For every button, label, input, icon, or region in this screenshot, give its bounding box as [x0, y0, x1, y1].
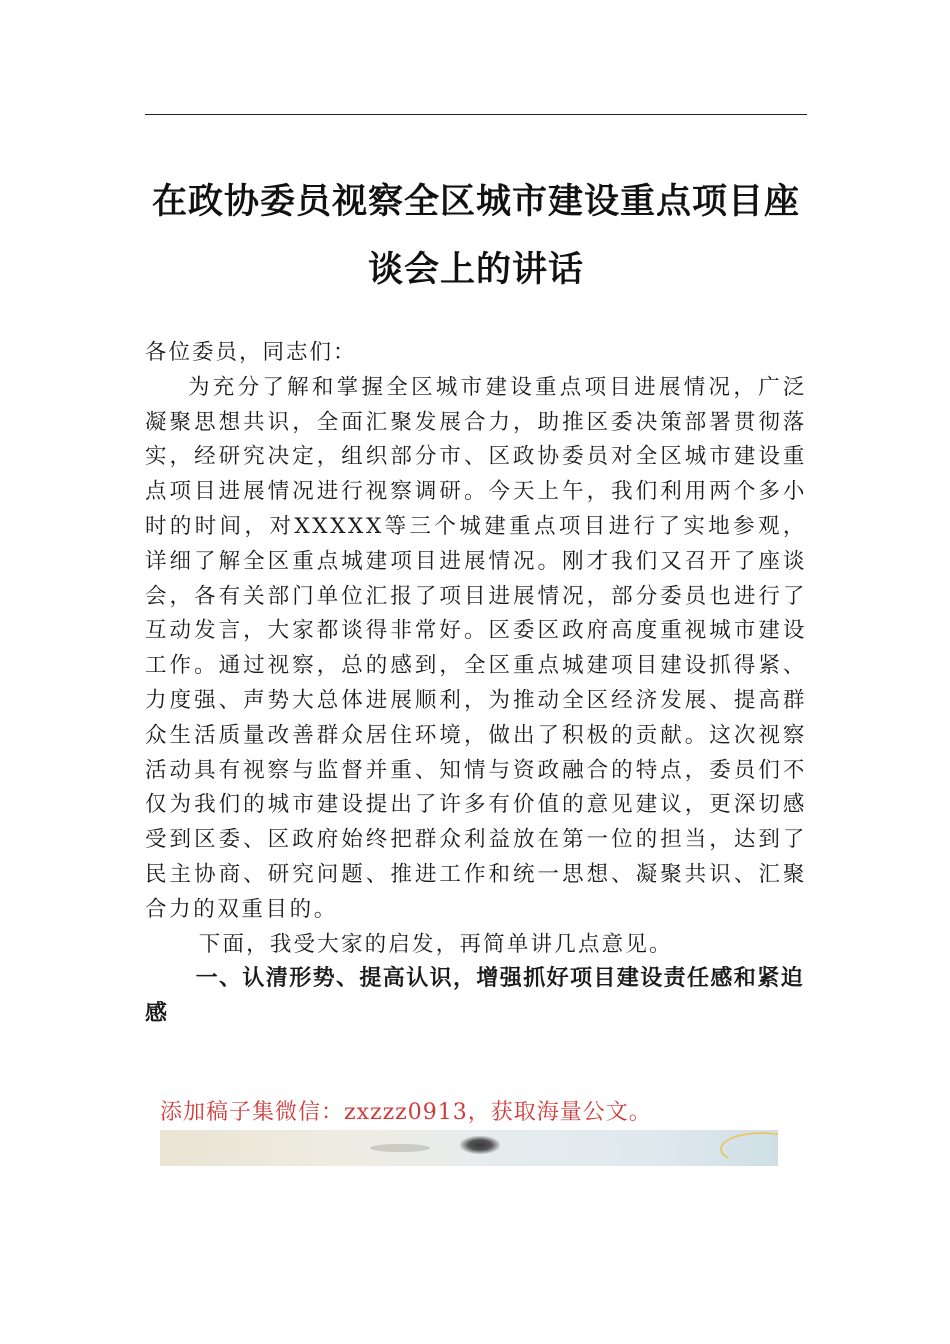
header-rule [145, 114, 807, 115]
title-line-2: 谈会上的讲话 [367, 249, 584, 290]
ink-splash-mark [460, 1136, 500, 1154]
paragraph-transition: 下面，我受大家的启发，再简单讲几点意见。 [198, 931, 673, 957]
watermark-ad-text: 添加稿子集微信：zxzzz0913，获取海量公文。 [160, 1100, 652, 1125]
section-heading-1: 一、认清形势、提高认识，增强抓好项目建设责任感和紧迫感 [145, 966, 804, 1027]
title-line-1: 在政协委员视察全区城市建设重点项目座 [151, 181, 800, 222]
ink-wash-mark [370, 1144, 430, 1152]
decorative-banner-image [160, 1130, 778, 1166]
salutation: 各位委员，同志们： [145, 340, 357, 365]
document-title [145, 168, 807, 304]
paragraph-intro: 为充分了解和掌握全区城市建设重点项目进展情况，广泛凝聚思想共识，全面汇聚发展合力，助推区委决策部署贯彻落实，经研究决定，组织部分市、区政协委员对全区城市建设重点项目进展情况进行视察调研。今天上午，我们利用两个多小时的时间，对XXXXX等三个城建重点项目进行了实地参观，详细了解全区重点城建项目进展情况。刚才我们又召开了座谈会，各有关部门单位汇报了项目进展情况，部分委员也进行了互动发言，大家都谈得非常好。区委区政府高度重视城市建设工作。通过视察，总的感到，全区重点城建项目建设抓得紧、力度强、声势大总体进展顺利，为推动全区经济发展、提高群众生活质量改善群众居住环境，做出了积极的贡献。这次视察活动具有视察与监督并重、知情与资政融合的特点，委员们不仅为我们的城市建设提出了许多有价值的意见建议，更深切感受到区委、区政府始终把群众利益放在第一位的担当，达到了民主协商、研究问题、推进工作和统一思想、凝聚共识、汇聚合力的双重目的。 [145, 374, 807, 922]
document-body [145, 336, 807, 1032]
gold-wave-mark [720, 1132, 778, 1166]
